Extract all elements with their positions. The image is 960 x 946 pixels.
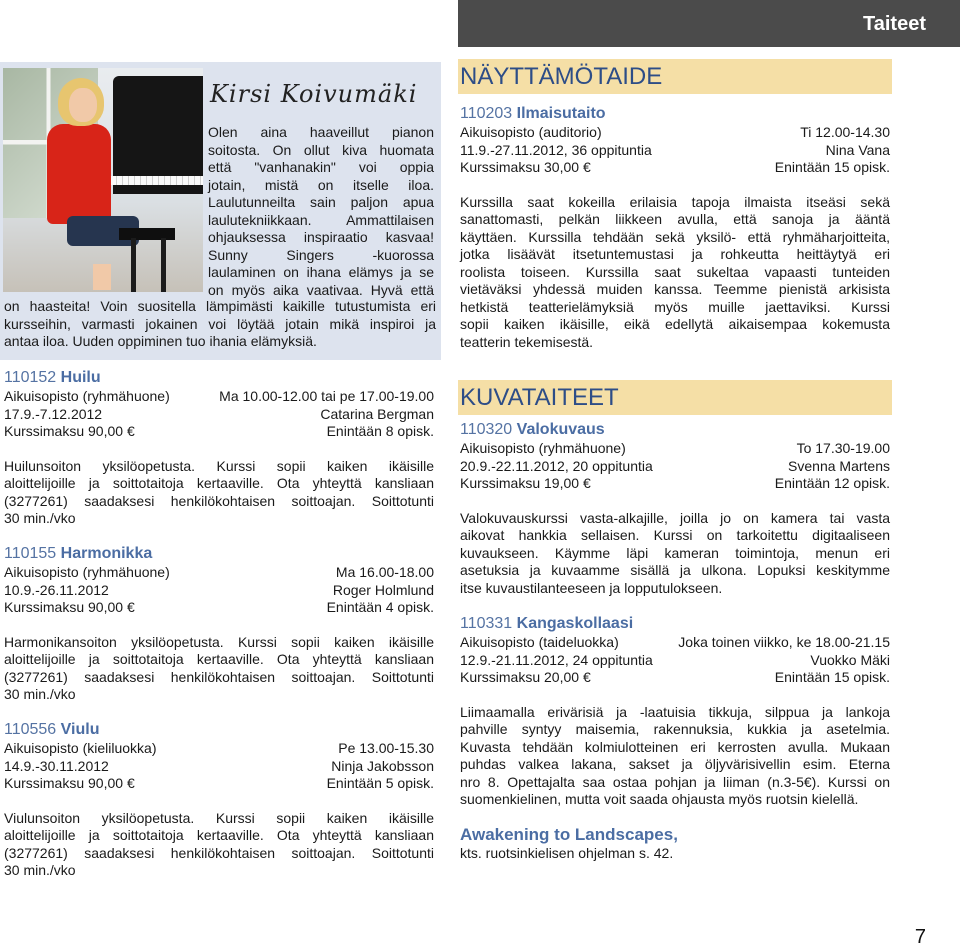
course-description-line: Valokuvauskurssi vasta-alkajille, joilla jo on kamera tai vasta	[460, 509, 890, 526]
course-description-line: hetkistä teatterielämyksiä myös muille jaettaviksi. Kurssi	[460, 298, 890, 315]
testimonial-line: on haasteita! Voin suositella lämpimästi kaikille tutustumista eri	[4, 298, 436, 314]
course-description-line: käyttäen. Kurssilla tehdään sekä yksilö- että ryhmäharjoitteita,	[460, 228, 890, 245]
course-description-line: 30 min./vko	[4, 510, 76, 526]
course-description-line: vietäväksi yhdessä muiden kanssa. Teemme pienistä arkisista	[460, 281, 890, 297]
course-description-line: nro 8. Opettajalta saa ostaa pohjan ja liiman (n.3-5€). Kurssi on	[460, 773, 890, 790]
course-description-line: sanattomasti, pelkän liikkeen avulla, että sanoja ja ääntä	[460, 211, 890, 227]
course-description-line: teatterin tekemisestä.	[460, 333, 594, 350]
course-time: Ma 16.00-18.00	[335, 564, 434, 580]
course-description-line: aikovat hankkia sellaisen. Kurssi on tarkoitettu digitaaliseen	[460, 527, 890, 543]
course-description-line: Viulunsoiton yksilöopetusta. Kurssi sopii kaiken ikäisille	[4, 809, 434, 826]
course-fee: Kurssimaksu 19,00 €	[460, 475, 591, 491]
course-fee: Kurssimaksu 90,00 €	[4, 423, 135, 439]
course-name: Valokuvaus	[516, 421, 605, 438]
course-valokuvaus	[460, 420, 890, 597]
course-name: Kangaskollaasi	[516, 615, 634, 632]
course-capacity: Enintään 15 opisk.	[774, 159, 890, 175]
course-description-line: kuvaukseen. Käymme läpi kameran toimintoja, menun eri	[460, 544, 890, 561]
course-info-row	[4, 758, 434, 776]
testimonial-line: Laulutunneilta sain paljon apua	[208, 194, 434, 210]
course-dates: 12.9.-21.11.2012, 24 oppituntia	[460, 651, 653, 668]
course-description	[460, 510, 890, 598]
course-info-row	[460, 475, 890, 493]
course-info-row	[4, 388, 434, 406]
course-info-row	[460, 124, 890, 142]
course-title	[460, 104, 890, 124]
testimonial-line: kursseihin, varmasti jokainen voi löytää jotain mikä inspiroi ja	[4, 315, 436, 332]
course-description-line: 30 min./vko	[4, 686, 76, 702]
course-description-line: roolista toiseen. Kurssilla saat sukeltaa vapaasti tunteiden	[460, 263, 890, 280]
course-info-row	[460, 440, 890, 458]
course-description-line: Kurssilla saat kokeilla erilaisia tapoja ilmaista itseäsi sekä	[460, 193, 890, 210]
testimonial-line: että "vanhanakin" voi oppia	[208, 159, 434, 175]
page-number: 7	[914, 926, 926, 946]
section-header-band	[458, 0, 960, 47]
course-capacity: Enintään 12 opisk.	[774, 475, 890, 491]
course-title	[4, 368, 434, 388]
testimonial-name: Kirsi Koivumäki	[210, 80, 418, 108]
course-teacher: Ninja Jakobsson	[331, 757, 434, 774]
course-description-line: 30 min./vko	[4, 862, 76, 878]
course-dates: 17.9.-7.12.2012	[4, 405, 103, 422]
course-description	[4, 810, 434, 880]
course-teacher: Svenna Martens	[788, 457, 890, 474]
course-info-row	[460, 142, 890, 160]
course-fee: Kurssimaksu 30,00 €	[460, 159, 591, 175]
course-code: 110556	[4, 721, 57, 738]
course-ilmaisutaito	[460, 104, 890, 351]
course-info-row	[460, 458, 890, 476]
testimonial-line: soitosta. On ollut kiva huomata	[208, 141, 434, 158]
course-info-row	[4, 599, 434, 617]
course-info-row	[4, 775, 434, 793]
cross-reference-note: kts. ruotsinkielisen ohjelman s. 42.	[460, 845, 674, 861]
course-dates: 11.9.-27.11.2012, 36 oppituntia	[460, 141, 652, 158]
course-name: Awakening to Landscapes,	[460, 825, 678, 844]
course-info-row	[460, 652, 890, 670]
course-info-row	[4, 406, 434, 424]
course-description-line: aloittelijoille ja soittotaitoja kertaaville. Ota yhteyttä kansliaan	[4, 827, 434, 843]
course-description-line: sopii kaiken ikäisille, eikä edellytä aikaisempaa kokemusta	[460, 316, 890, 332]
section-title: Taiteet	[863, 13, 926, 35]
course-location: Aikuisopisto (ryhmähuone)	[4, 388, 170, 404]
course-fee: Kurssimaksu 20,00 €	[460, 669, 591, 685]
course-description	[460, 704, 890, 809]
course-location: Aikuisopisto (kieliluokka)	[4, 740, 157, 756]
section-heading-kuvataiteet: KUVATAITEET	[458, 380, 892, 415]
course-teacher: Catarina Bergman	[320, 405, 434, 422]
course-info-row	[4, 423, 434, 441]
course-code: 110203	[460, 105, 513, 122]
course-description-line: (3277261) saadaksesi henkilökohtaisen soittoajan. Soittotunti	[4, 668, 434, 685]
course-description-line: pahville syntyy maisemia, rakennuksia, kukkia ja asetelmia.	[460, 721, 890, 737]
course-description-line: asetuksia ja kuvaamme sisällä ja ulkona. Lopuksi keskitymme	[460, 562, 890, 578]
course-location: Aikuisopisto (auditorio)	[460, 124, 602, 140]
course-title	[4, 544, 434, 564]
course-description-line: jotka lisäävät itsetuntemustasi ja rohkeutta heittäytyä eri	[460, 246, 890, 262]
course-location: Aikuisopisto (taideluokka)	[460, 634, 619, 650]
course-teacher: Vuokko Mäki	[810, 651, 890, 668]
testimonial-photo	[3, 68, 203, 292]
course-info-row	[460, 159, 890, 177]
course-info-row	[460, 634, 890, 652]
course-description-line: aloittelijoille ja soittotaitoja kertaaville. Ota yhteyttä kansliaan	[4, 651, 434, 667]
course-dates: 20.9.-22.11.2012, 20 oppituntia	[460, 457, 653, 474]
course-fee: Kurssimaksu 90,00 €	[4, 599, 135, 615]
testimonial-text-wide	[4, 298, 436, 351]
course-info-row	[460, 669, 890, 687]
course-capacity: Enintään 15 opisk.	[774, 669, 890, 685]
course-time: Pe 13.00-15.30	[338, 740, 434, 756]
course-location: Aikuisopisto (ryhmähuone)	[4, 564, 170, 580]
course-dates: 10.9.-26.11.2012	[4, 581, 109, 598]
course-code: 110152	[4, 369, 57, 386]
course-code: 110331	[460, 615, 513, 632]
course-code: 110155	[4, 545, 57, 562]
course-description-line: Harmonikansoiton yksilöopetusta. Kurssi sopii kaiken ikäisille	[4, 633, 434, 650]
course-description	[460, 194, 890, 352]
course-info-row	[4, 564, 434, 582]
course-description-line: aloittelijoille ja soittotaitoja kertaaville. Ota yhteyttä kansliaan	[4, 475, 434, 491]
course-teacher: Nina Vana	[825, 141, 890, 158]
course-title	[4, 720, 434, 740]
testimonial-line: laulutekniikkaan. Ammattilaisen	[208, 211, 434, 228]
course-description-line: Huilunsoiton yksilöopetusta. Kurssi sopii kaiken ikäisille	[4, 457, 434, 474]
course-capacity: Enintään 8 opisk.	[326, 423, 434, 439]
testimonial-text-narrow	[208, 124, 434, 299]
course-time: Ti 12.00-14.30	[800, 124, 890, 140]
testimonial-line: Sunny Singers -kuorossa	[208, 246, 434, 263]
course-name: Viulu	[60, 721, 100, 738]
course-dates: 14.9.-30.11.2012	[4, 757, 109, 774]
course-time: Ma 10.00-12.00 tai pe 17.00-19.00	[219, 388, 434, 404]
course-harmonikka	[4, 544, 434, 704]
course-description-line: suomenkielinen, mutta voit saada ohjausta myös ruotsin kielellä.	[460, 791, 859, 807]
course-huilu	[4, 368, 434, 528]
course-description-line: puhdas valkea lakana, sakset ja öljyvärisivellin esim. Eterna	[460, 756, 890, 772]
course-description	[4, 634, 434, 704]
course-title	[460, 420, 890, 440]
course-awakening	[460, 825, 890, 863]
course-name: Harmonikka	[60, 545, 153, 562]
course-description-line: Kuvasta tehdään kolmiulotteinen eri kerrosten avulla. Mukaan	[460, 738, 890, 755]
course-name: Huilu	[60, 369, 101, 386]
course-description	[4, 458, 434, 528]
testimonial-line: Olen aina haaveillut pianon	[208, 124, 434, 140]
course-description-line: Liimaamalla erivärisiä ja -laatuisia tikkuja, silppua ja lankoja	[460, 703, 890, 720]
testimonial-line: jotain, mistä on itselle iloa.	[208, 176, 434, 193]
testimonial-line: antaa iloa. Uuden oppiminen tuo ihania elämyksiä.	[4, 333, 317, 349]
testimonial-line: ohjauksessa inspiraatio kasvaa!	[208, 229, 434, 245]
testimonial-line: laulaminen on ihana elämys ja se	[208, 264, 434, 280]
course-description-line: (3277261) saadaksesi henkilökohtaisen soittoajan. Soittotunti	[4, 844, 434, 861]
course-capacity: Enintään 5 opisk.	[326, 775, 434, 791]
course-description-line: (3277261) saadaksesi henkilökohtaisen soittoajan. Soittotunti	[4, 492, 434, 509]
course-fee: Kurssimaksu 90,00 €	[4, 775, 135, 791]
testimonial-line: on myös aika vaativaa. Hyvä että	[208, 281, 434, 298]
course-location: Aikuisopisto (ryhmähuone)	[460, 440, 626, 456]
course-name: Ilmaisutaito	[516, 105, 606, 122]
course-info-row	[4, 740, 434, 758]
section-heading-nayttamotaide: NÄYTTÄMÖTAIDE	[458, 59, 892, 94]
course-time: Joka toinen viikko, ke 18.00-21.15	[678, 634, 890, 650]
course-viulu	[4, 720, 434, 880]
course-code: 110320	[460, 421, 513, 438]
course-capacity: Enintään 4 opisk.	[326, 599, 434, 615]
course-info-row	[4, 582, 434, 600]
course-title	[460, 614, 890, 634]
course-description-line: itse kuvaustilanteeseen ja lopputulokseen.	[460, 579, 723, 596]
course-kangaskollaasi	[460, 614, 890, 809]
course-teacher: Roger Holmlund	[332, 581, 434, 598]
course-time: To 17.30-19.00	[796, 440, 890, 456]
